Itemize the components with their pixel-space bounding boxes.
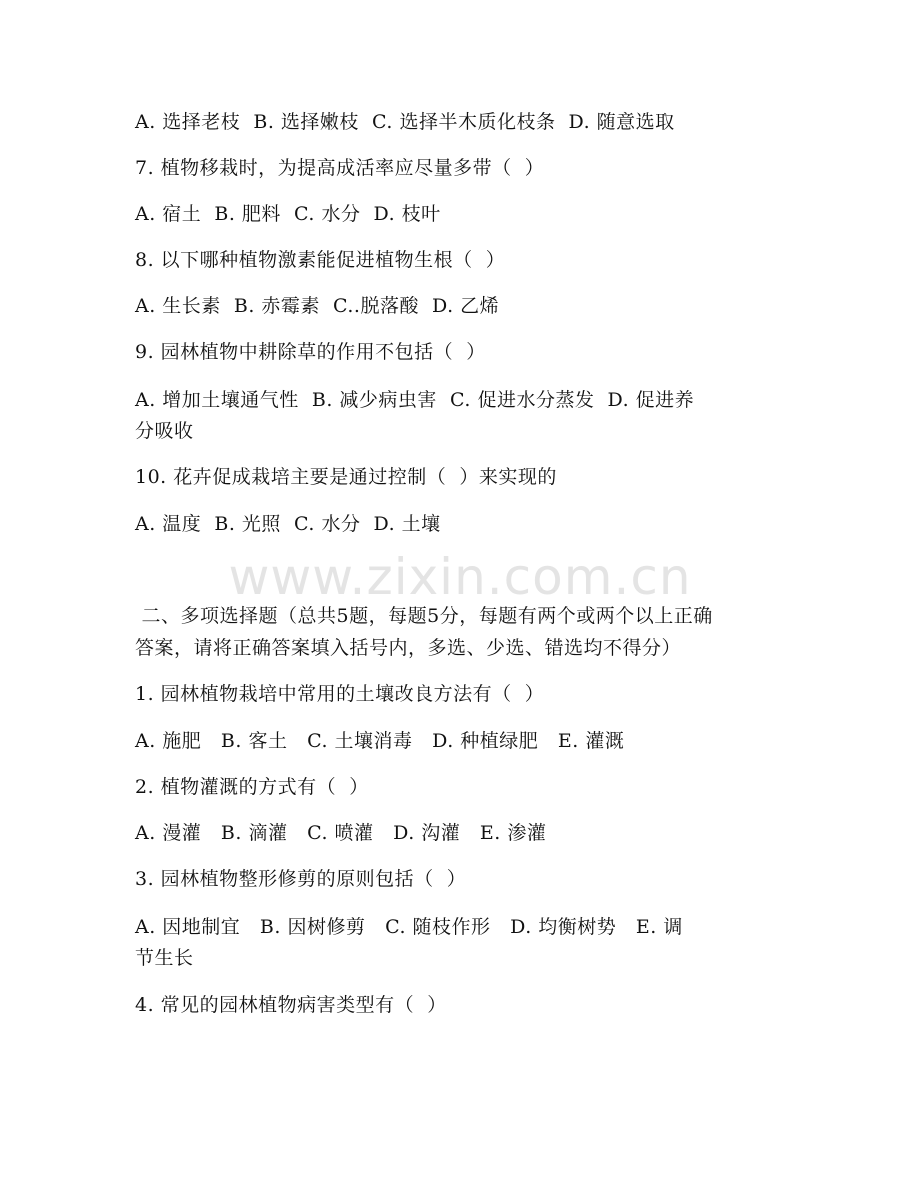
multi-question-4: 4. 常见的园林植物病害类型有（ ） — [135, 994, 447, 1016]
option-line-q10: A. 温度 B. 光照 C. 水分 D. 土壤 — [135, 513, 441, 535]
option-line-q6: A. 选择老枝 B. 选择嫩枝 C. 选择半木质化枝条 D. 随意选取 — [135, 111, 675, 133]
option-line-q9-cont: 分吸收 — [135, 420, 194, 442]
question-7: 7. 植物移栽时，为提高成活率应尽量多带（ ） — [135, 157, 545, 179]
multi-option-line-3-cont: 节生长 — [135, 947, 194, 969]
option-line-q8: A. 生长素 B. 赤霉素 C..脱落酸 D. 乙烯 — [135, 295, 500, 317]
option-line-q9: A. 增加土壤通气性 B. 减少病虫害 C. 促进水分蒸发 D. 促进养 — [135, 389, 695, 411]
multi-option-line-1: A. 施肥 B. 客土 C. 土壤消毒 D. 种植绿肥 E. 灌溉 — [135, 730, 625, 752]
watermark: www.zixin.com.cn — [228, 548, 692, 606]
section-heading-cont: 答案，请将正确答案填入括号内，多选、少选、错选均不得分） — [135, 637, 682, 659]
multi-question-3: 3. 园林植物整形修剪的原则包括（ ） — [135, 868, 467, 890]
option-line-q7: A. 宿土 B. 肥料 C. 水分 D. 枝叶 — [135, 203, 441, 225]
question-8: 8. 以下哪种植物激素能促进植物生根（ ） — [135, 249, 506, 271]
multi-question-1: 1. 园林植物栽培中常用的土壤改良方法有（ ） — [135, 683, 545, 705]
question-9: 9. 园林植物中耕除草的作用不包括（ ） — [135, 341, 486, 363]
multi-option-line-3: A. 因地制宜 B. 因树修剪 C. 随枝作形 D. 均衡树势 E. 调 — [135, 916, 683, 938]
question-10: 10. 花卉促成栽培主要是通过控制（ ）来实现的 — [135, 466, 557, 488]
multi-option-line-2: A. 漫灌 B. 滴灌 C. 喷灌 D. 沟灌 E. 渗灌 — [135, 822, 547, 844]
multi-question-2: 2. 植物灌溉的方式有（ ） — [135, 776, 369, 798]
section-heading: 二、多项选择题（总共5题，每题5分，每题有两个或两个以上正确 — [135, 605, 713, 627]
